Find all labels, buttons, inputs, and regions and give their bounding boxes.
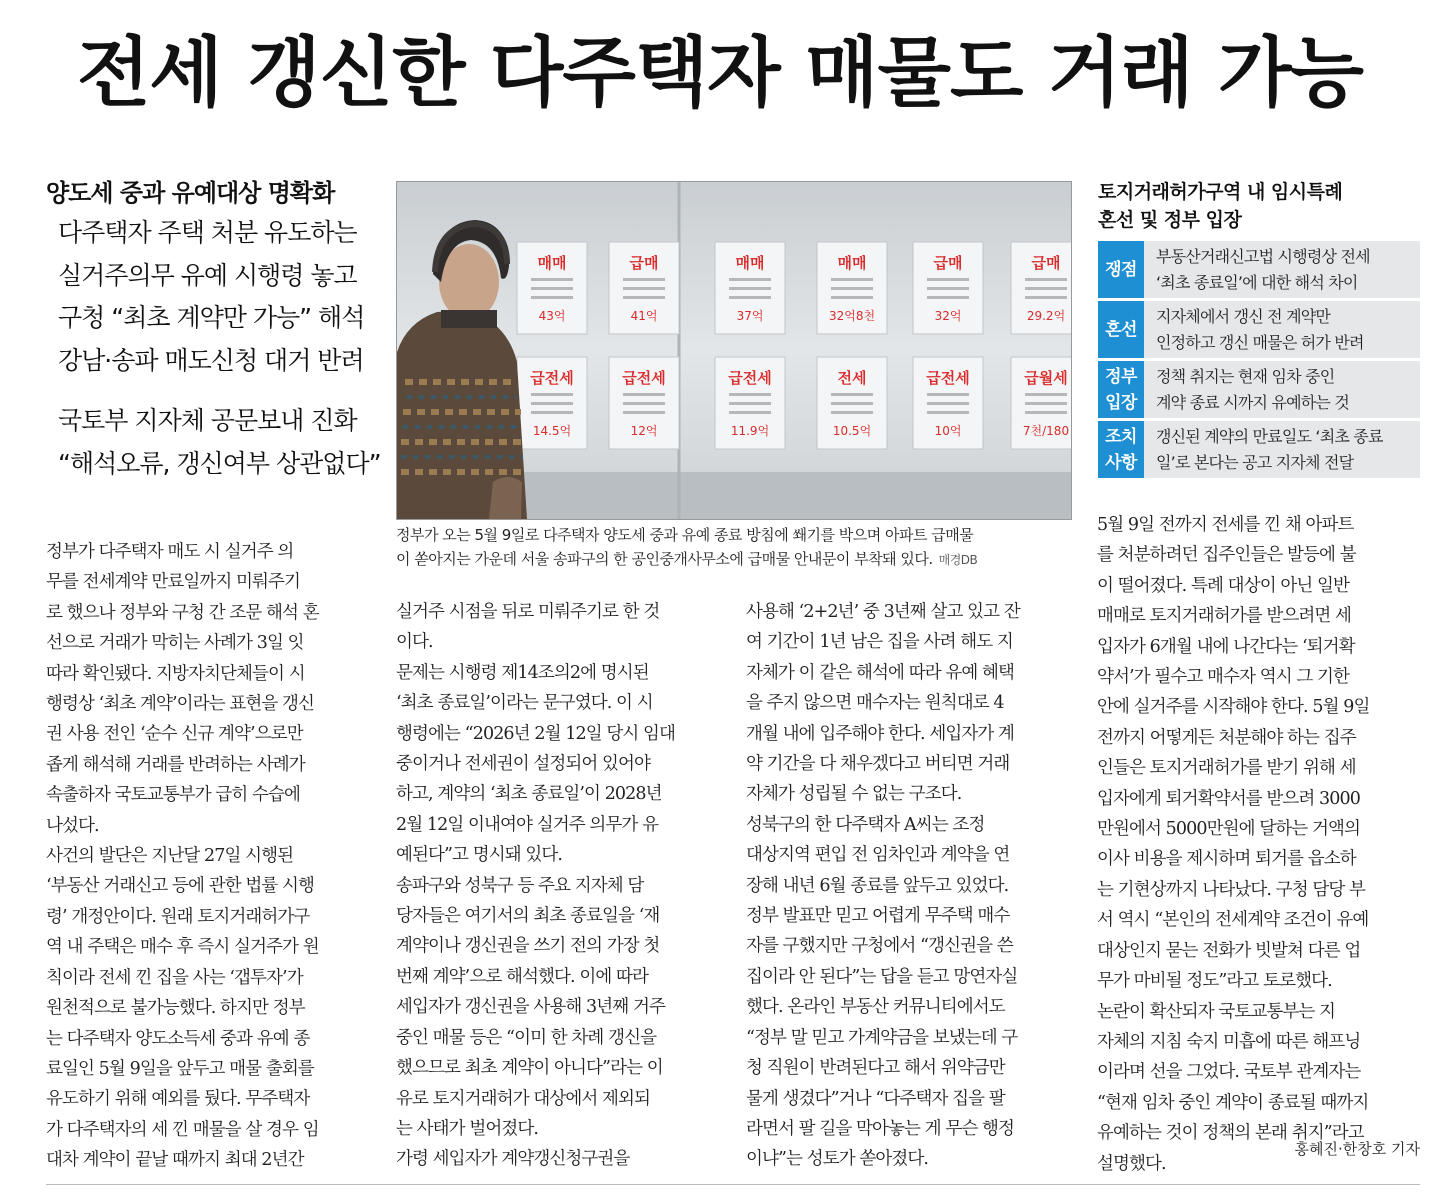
sidebar-infobox — [1098, 178, 1420, 481]
listing-sign-label: 급전세 — [926, 369, 970, 387]
listing-sign-price: 29.2억 — [1026, 309, 1066, 323]
body-text-line: 가 다주택자의 세 낀 매물을 살 경우 임 — [46, 1119, 319, 1140]
body-text-line: 는 기현상까지 나타났다. 구청 담당 부 — [1097, 879, 1366, 900]
body-text-line: 개월 내에 입주해야 한다. 세입자가 계 — [746, 723, 1015, 744]
body-text-line: 이사 비용을 제시하며 퇴거를 읍소하 — [1097, 849, 1356, 870]
body-text-line: 따라 확인됐다. 지방자치단체들이 시 — [46, 663, 305, 684]
listing-sign-price: 7천/180 — [1022, 424, 1070, 438]
subhead-main: 양도세 중과 유예대상 명확화 — [46, 179, 335, 207]
infobox-title: 토지거래허가구역 내 임시특례 혼선 및 정부 입장 — [1098, 181, 1343, 231]
body-text-line: 논란이 확산되자 국토교통부는 지 — [1097, 1001, 1336, 1022]
body-text-line: 약 기간을 다 채우겠다고 버티면 거래 — [746, 754, 1010, 775]
body-text-line: 대상지역 편입 전 임차인과 계약을 연 — [746, 845, 1010, 866]
body-text-line: 무를 전세계약 만료일까지 미뤄주기 — [46, 572, 301, 593]
listing-sign-label: 매매 — [837, 254, 867, 272]
subhead-line: 실거주의무 유예 시행령 놓고 — [58, 260, 357, 290]
bottom-rule — [46, 1184, 1420, 1185]
body-column-3 — [746, 597, 1072, 1175]
body-text-line: 세입자가 갱신권을 사용해 3년째 거주 — [396, 997, 665, 1018]
body-text-line: 대차 계약이 끝날 때까지 최대 2년간 — [46, 1150, 304, 1171]
infobox-row — [1098, 421, 1420, 478]
body-text-line: 자체가 이 같은 해석에 따라 유예 혜택 — [746, 662, 1015, 683]
listing-sign-label: 급전세 — [530, 369, 574, 387]
body-text-line: 자체의 지침 숙지 미흡에 따른 해프닝 — [1097, 1031, 1361, 1052]
body-text-line: 물게 생겼다”거나 “다주택자 집을 팔 — [746, 1088, 1005, 1109]
body-text-line: 청 직원이 반려된다고 해서 위약금만 — [746, 1058, 1005, 1079]
body-text-line: 했다. 온라인 부동산 커뮤니티에서도 — [746, 997, 1005, 1018]
body-text-line: 좁게 해석해 거래를 반려하는 사례가 — [46, 754, 305, 775]
body-text-line: 서 역시 “본인의 전세계약 조건이 유예 — [1097, 910, 1369, 931]
body-text-line: 정부가 다주택자 매도 시 실거주 의 — [46, 542, 294, 562]
body-text-line: ‘부동산 거래신고 등에 관한 법률 시행 — [46, 876, 315, 897]
body-text-line: 이다. — [396, 632, 433, 653]
body-text-line: 유예하는 것이 정책의 본래 취지”라고 — [1097, 1123, 1364, 1144]
headline: 전세 갱신한 다주택자 매물도 거래 가능 — [77, 28, 1363, 117]
body-text-line: “현재 임차 중인 계약이 종료될 때까지 — [1097, 1092, 1369, 1113]
listing-sign-label: 급전세 — [728, 369, 772, 387]
listing-sign-label: 급매 — [1031, 254, 1061, 272]
body-text-line: 는 사태가 벌어졌다. — [396, 1118, 539, 1139]
listing-sign-price: 14.5억 — [532, 424, 572, 438]
listing-sign-label: 매매 — [735, 254, 765, 272]
listing-sign-label: 전세 — [837, 369, 867, 387]
subhead-line: “해석오류, 갱신여부 상관없다” — [58, 448, 381, 478]
listing-sign-label: 급매 — [629, 254, 659, 272]
subhead-block-1 — [58, 212, 376, 382]
body-text-line: 를 처분하려던 집주인들은 발등에 불 — [1097, 545, 1356, 566]
caption-line: 정부가 오는 5월 9일로 다주택자 양도세 중과 유예 종료 방침에 쐐기를 박으며 아파트 급매물 — [396, 526, 974, 544]
body-text-line: 선으로 거래가 막히는 사례가 3일 잇 — [46, 633, 304, 654]
body-text-line: 계약이나 갱신권을 쓰기 전의 가장 첫 — [396, 936, 660, 957]
body-text-line: 이 떨어졌다. 특례 대상이 아닌 일반 — [1097, 575, 1350, 596]
infobox-row-text: 지자체에서 갱신 전 계약만 인정하고 갱신 매물은 허가 반려 — [1144, 301, 1420, 358]
listing-sign-label: 매매 — [537, 254, 567, 272]
body-text-line: 행령에는 “2026년 2월 12일 당시 임대 — [396, 723, 676, 744]
infobox-row-label: 혼선 — [1098, 301, 1144, 358]
body-text-line: 설명했다. — [1097, 1153, 1166, 1174]
infobox-row-label: 쟁점 — [1098, 241, 1144, 298]
body-text-line: 인들은 토지거래허가를 받기 위해 세 — [1097, 758, 1356, 779]
photo-caption — [396, 523, 1072, 572]
listing-sign-label: 급매 — [933, 254, 963, 272]
body-text-line: 2월 12일 이내여야 실거주 의무가 유 — [396, 814, 659, 835]
listing-sign-label: 급전세 — [622, 369, 666, 387]
listing-sign-price: 37억 — [736, 309, 764, 323]
body-text-line: 사용해 ‘2+2년’ 중 3년째 살고 있고 잔 — [746, 602, 1020, 622]
body-column-1 — [46, 537, 372, 1176]
body-text-line: 이라며 선을 그었다. 국토부 관계자는 — [1097, 1062, 1361, 1083]
body-text-line: 성북구의 한 다주택자 A씨는 조정 — [746, 814, 985, 835]
listing-sign-price: 43억 — [538, 309, 566, 323]
body-text-line: 행령상 ‘최초 계약’이라는 표현을 갱신 — [46, 694, 315, 715]
body-text-line: 예된다”고 명시돼 있다. — [396, 845, 563, 866]
body-text-line: 원천적으로 불가능했다. 하지만 정부 — [46, 998, 305, 1019]
infobox-row-text: 부동산거래신고법 시행령상 전세 ‘최초 종료일’에 대한 해석 차이 — [1144, 241, 1420, 298]
body-text-line: 집이라 안 된다”는 답을 듣고 망연자실 — [746, 966, 1018, 987]
listing-sign-price: 10.5억 — [832, 424, 872, 438]
listing-sign-price: 41억 — [630, 309, 658, 323]
subhead-line: 국토부 지자체 공문보내 진화 — [58, 406, 357, 435]
body-text-line: 무가 마비될 정도”라고 토로했다. — [1097, 971, 1332, 992]
body-text-line: 령’ 개정안이다. 원래 토지거래허가구 — [46, 906, 310, 927]
caption-line: 이 쏟아지는 가운데 서울 송파구의 한 공인중개사무소에 급매물 안내문이 부착돼 있다. 매경DB — [396, 550, 978, 568]
infobox-row-label: 정부 입장 — [1098, 361, 1144, 418]
body-text-line: 을 주지 않으면 매수자는 원칙대로 4 — [746, 693, 1004, 714]
body-text-line: 약서’가 필수고 매수자 역시 그 기한 — [1097, 667, 1350, 688]
byline: 홍혜진·한창호 기자 — [1294, 1140, 1420, 1158]
body-text-line: 로 했으나 정부와 구청 간 조문 해석 혼 — [46, 602, 319, 623]
body-text-line: 역 내 주택은 매수 후 즉시 실거주가 원 — [46, 937, 319, 958]
listing-sign-price: 10억 — [934, 424, 962, 438]
photo-credit: 매경DB — [938, 553, 978, 567]
body-text-line: 자체가 성립될 수 없는 구조다. — [746, 784, 962, 805]
subhead-line: 다주택자 주택 처분 유도하는 — [58, 218, 357, 247]
body-text-line: ‘최초 종료일’이라는 문구였다. 이 시 — [396, 693, 653, 714]
body-text-line: 안에 실거주를 시작해야 한다. 5월 9일 — [1097, 697, 1370, 718]
body-text-line: 중인 매물 등은 “이미 한 차례 갱신을 — [396, 1027, 657, 1048]
listing-sign-price: 11.9억 — [730, 424, 770, 438]
body-text-line: 송파구와 성북구 등 주요 지자체 담 — [396, 875, 644, 896]
body-text-line: 했으므로 최초 계약이 아니다”라는 이 — [396, 1058, 663, 1079]
body-text-line: 중이거나 전세권이 설정되어 있어야 — [396, 754, 651, 775]
article-photo — [396, 181, 1072, 520]
body-text-line: 칙이라 전세 낀 집을 사는 ‘갭투자’가 — [46, 967, 303, 988]
infobox-row-text: 갱신된 계약의 만료일도 ‘최초 종료 일’로 본다는 공고 지자체 전달 — [1144, 421, 1420, 478]
body-text-line: 자를 구했지만 구청에서 “갱신권을 쓴 — [746, 936, 1013, 957]
listing-sign-price: 12억 — [630, 424, 658, 438]
body-text-line: 입자에게 퇴거확약서를 받으려 3000 — [1097, 788, 1360, 809]
body-text-line: 실거주 시점을 뒤로 미뤄주기로 한 것 — [396, 602, 660, 622]
body-text-line: 유도하기 위해 예외를 뒀다. 무주택자 — [46, 1089, 310, 1110]
body-text-line: 만원에서 5000만원에 달하는 거액의 — [1097, 819, 1360, 840]
infobox-row-text: 정책 취지는 현재 임차 중인 계약 종료 시까지 유예하는 것 — [1144, 361, 1420, 418]
infobox-row — [1098, 301, 1420, 358]
body-column-4 — [1097, 510, 1423, 1179]
body-column-2 — [396, 597, 722, 1175]
body-text-line: 문제는 시행령 제14조의2에 명시된 — [396, 662, 649, 683]
infobox-row — [1098, 361, 1420, 418]
body-text-line: 료일인 5월 9일을 앞두고 매물 출회를 — [46, 1058, 314, 1079]
body-text-line: 사건의 발단은 지난달 27일 시행된 — [46, 846, 294, 867]
listing-sign-price: 32억 — [934, 309, 962, 323]
body-text-line: 는 다주택자 양도소득세 중과 유예 종 — [46, 1028, 310, 1049]
subhead-line: 강남·송파 매도신청 대거 반려 — [58, 345, 364, 375]
body-text-line: 번째 계약’으로 해석했다. 이에 따라 — [396, 966, 649, 987]
subheads — [46, 174, 381, 485]
subhead-block-2 — [58, 400, 381, 485]
body-text-line: 매매로 토지거래허가를 받으려면 세 — [1097, 606, 1352, 627]
body-text-line: 나섰다. — [46, 815, 99, 836]
body-text-line: 속출하자 국토교통부가 급히 수습에 — [46, 785, 301, 806]
body-text-line: 여 기간이 1년 남은 집을 사려 해도 지 — [746, 632, 1013, 653]
body-text-line: 유로 토지거래허가 대상에서 제외되 — [396, 1088, 651, 1109]
body-text-line: 권 사용 전인 ‘순수 신규 계약’으로만 — [46, 724, 303, 745]
body-text-line: 입자가 6개월 내에 나간다는 ‘퇴거확 — [1097, 636, 1355, 657]
body-text-line: 가령 세입자가 계약갱신청구권을 — [396, 1149, 630, 1170]
infobox-row — [1098, 241, 1420, 298]
infobox-row-label: 조치 사항 — [1098, 421, 1144, 478]
body-text-line: 당자들은 여기서의 최초 종료일을 ‘재 — [396, 906, 660, 927]
body-text-line: 장해 내년 6월 종료를 앞두고 있었다. — [746, 875, 1009, 896]
body-text-line: “정부 말 믿고 가계약금을 보냈는데 구 — [746, 1027, 1018, 1048]
body-text-line: 5월 9일 전까지 전세를 낀 채 아파트 — [1097, 515, 1354, 535]
body-text-line: 정부 발표만 믿고 어렵게 무주택 매수 — [746, 906, 1010, 927]
subhead-line: 구청 “최초 계약만 가능” 해석 — [58, 303, 365, 332]
listing-sign-label: 급월세 — [1024, 369, 1068, 387]
body-text-line: 대상인지 묻는 전화가 빗발쳐 다른 업 — [1097, 940, 1361, 961]
body-text-line: 전까지 어떻게든 처분해야 하는 집주 — [1097, 727, 1356, 748]
body-text-line: 이냐”는 성토가 쏟아졌다. — [746, 1149, 929, 1170]
listing-sign-price: 32억8천 — [828, 309, 876, 323]
body-text-line: 라면서 팔 길을 막아놓는 게 무슨 행정 — [746, 1118, 1015, 1139]
body-text-line: 하고, 계약의 ‘최초 종료일’이 2028년 — [396, 784, 662, 805]
